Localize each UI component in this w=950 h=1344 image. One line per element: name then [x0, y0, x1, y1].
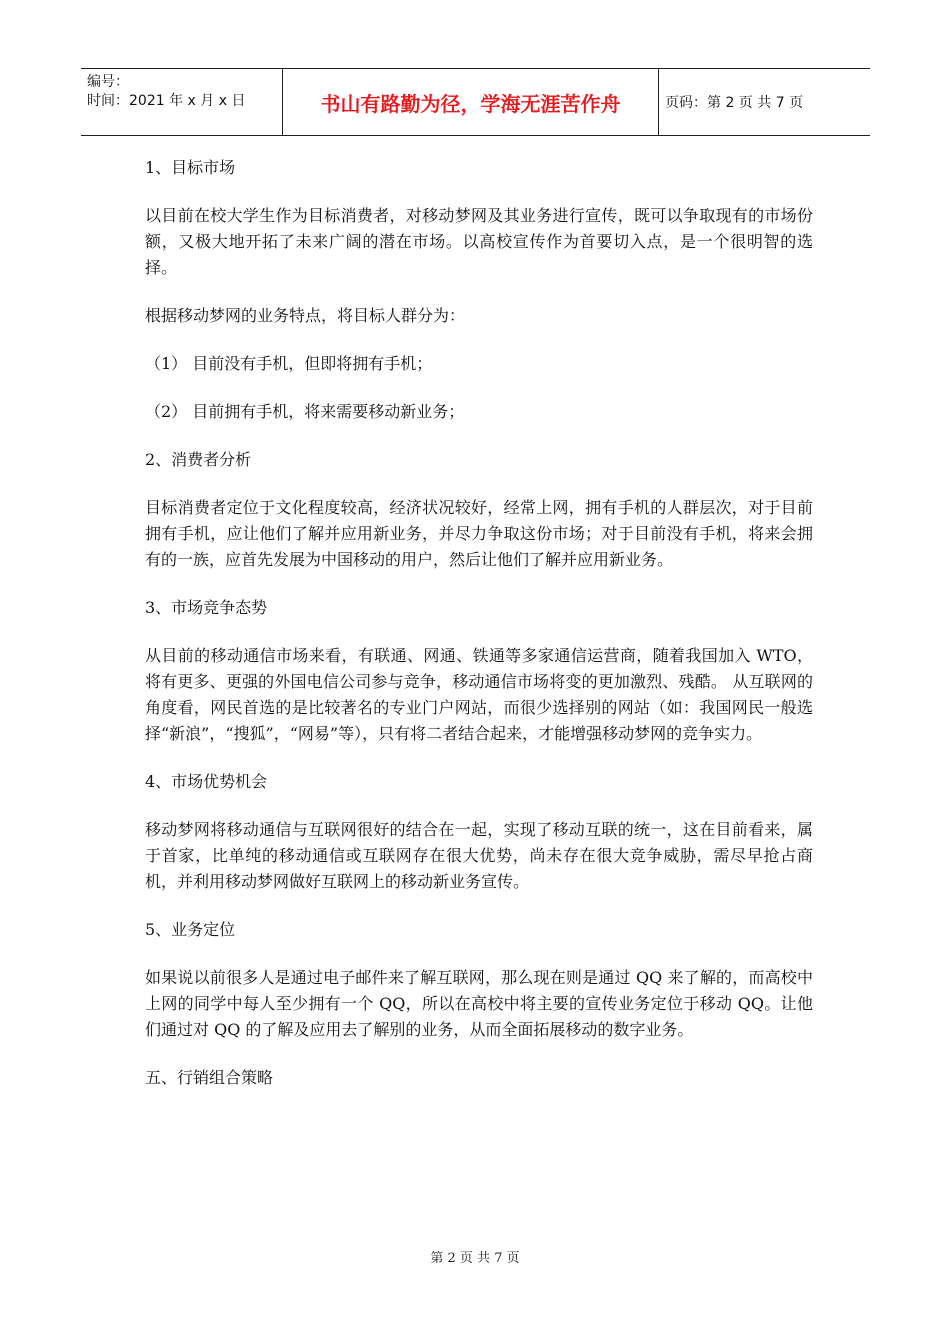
paragraph-consumer-analysis: 目标消费者定位于文化程度较高，经济状况较好，经常上网，拥有手机的人群层次，对于目前拥有手机，应让他们了解并应用新业务，并尽力争取这份市场；对于目前没有手机，将来会拥有的一族，应首先发展为中国移动的用户，然后让他们了解并应用新业务。 [145, 498, 813, 569]
header-page-info: 页码：第 2 页 共 7 页 [665, 95, 804, 111]
header-motto: 书山有路勤为径，学海无涯苦作舟 [283, 69, 659, 135]
paragraph-positioning: 如果说以前很多人是通过电子邮件来了解互联网，那么现在则是通过 QQ 来了解的，而高校中上网的同学中每人至少拥有一个 QQ，所以在高校中将主要的宣传业务定位于移动 QQ。让他们通过对 QQ 的了解及应用去了解别的业务，从而全面拓展移动的数字业务。 [145, 968, 813, 1039]
header-meta [81, 69, 283, 135]
section-heading-positioning: 5、业务定位 [145, 920, 236, 939]
section-heading-marketing-mix: 五、行销组合策略 [145, 1068, 274, 1087]
paragraph-target-market: 以目前在校大学生作为目标消费者，对移动梦网及其业务进行宣传，既可以争取现有的市场份额，又极大地开拓了未来广阔的潜在市场。以高校宣传作为首要切入点，是一个很明智的选择。 [145, 206, 813, 277]
list-item-group-1: （1） 目前没有手机，但即将拥有手机； [145, 354, 433, 373]
paragraph-advantages: 移动梦网将移动通信与互联网很好的结合在一起，实现了移动互联的统一，这在目前看来，属于首家，比单纯的移动通信或互联网存在很大优势，尚未存在很大竞争威胁，需尽早抢占商机，并利用移动梦网做好互联网上的移动新业务宣传。 [145, 820, 813, 891]
document-number-label: 编号： [87, 74, 129, 90]
section-heading-competition: 3、市场竞争态势 [145, 598, 268, 617]
page-header [81, 68, 870, 136]
page-footer: 第 2 页 共 7 页 [430, 1251, 520, 1266]
document-body [145, 155, 813, 1113]
document-date-label: 时间：2021 年 x 月 x 日 [87, 93, 246, 109]
section-heading-consumer-analysis: 2、消费者分析 [145, 450, 252, 469]
section-heading-target-market: 1、目标市场 [145, 158, 236, 177]
section-heading-advantages: 4、市场优势机会 [145, 772, 268, 791]
paragraph-target-groups-intro: 根据移动梦网的业务特点，将目标人群分为： [145, 306, 466, 325]
list-item-group-2: （2） 目前拥有手机，将来需要移动新业务； [145, 402, 465, 421]
paragraph-competition: 从目前的移动通信市场来看，有联通、网通、铁通等多家通信运营商，随着我国加入 WTO，将有更多、更强的外国电信公司参与竞争，移动通信市场将变的更加激烈、残酷。 从互联网的角度看，网民首选的是比较著名的专业门户网站，而很少选择别的网站（如：我国网民一般选择“新浪”，“搜狐”，“网易”等），只有将二者结合起来，才能增强移动梦网的竞争实力。 [145, 646, 813, 743]
